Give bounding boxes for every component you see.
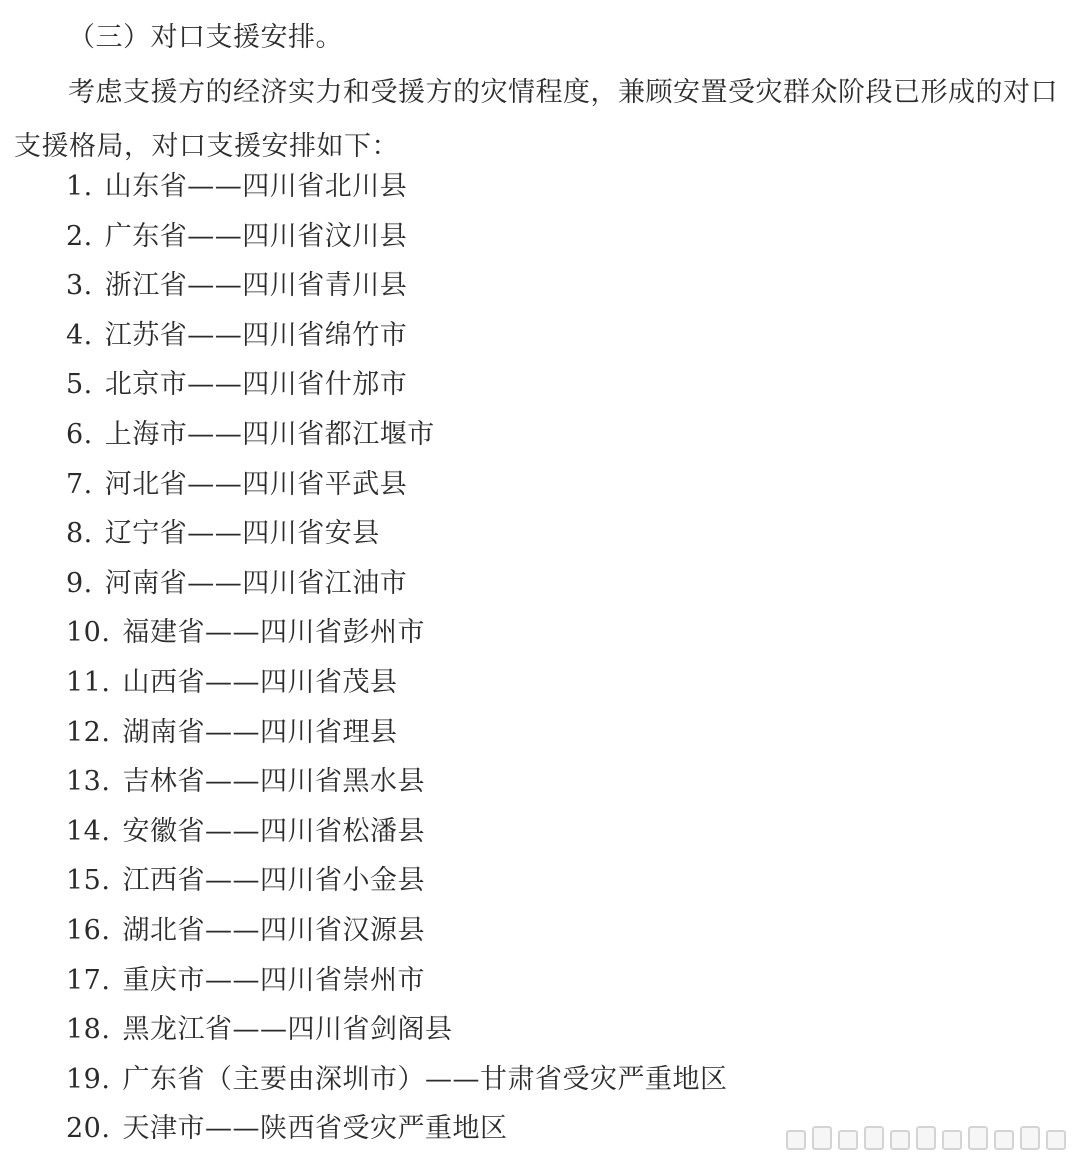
list-item-text: 广东省——四川省汶川县 — [104, 220, 408, 252]
list-item — [66, 1104, 727, 1154]
list-item-text: 河北省——四川省平武县 — [104, 468, 408, 500]
list-item — [66, 261, 727, 311]
list-item-number: 12. — [66, 716, 111, 748]
list-item — [66, 658, 727, 708]
list-item — [66, 360, 727, 410]
watermark-square-icon — [838, 1130, 858, 1150]
list-item — [66, 608, 727, 658]
list-item — [66, 460, 727, 510]
list-item-number: 1. — [66, 171, 93, 202]
list-item-text: 安徽省——四川省松潘县 — [122, 815, 425, 847]
list-item-text: 江西省——四川省小金县 — [122, 865, 425, 897]
watermark-square-icon — [786, 1130, 806, 1150]
list-item-text: 浙江省——四川省青川县 — [104, 270, 408, 302]
list-item-text: 上海市——四川省都江堰市 — [104, 418, 435, 450]
list-item-text: 黑龙江省——四川省剑阁县 — [122, 1014, 453, 1046]
list-item — [66, 906, 727, 956]
list-item-text: 福建省——四川省彭州市 — [122, 617, 425, 649]
list-item-text: 广东省（主要由深圳市）——甘肃省受灾严重地区 — [122, 1063, 728, 1095]
list-item-number: 20. — [66, 1113, 111, 1145]
list-item-number: 19. — [66, 1063, 111, 1095]
watermark-square-icon — [916, 1126, 936, 1150]
list-item-text: 湖北省——四川省汉源县 — [122, 914, 425, 946]
watermark-square-icon — [942, 1130, 962, 1150]
list-item-text: 北京市——四川省什邡市 — [104, 369, 408, 401]
list-item-text: 天津市——陕西省受灾严重地区 — [122, 1113, 508, 1145]
watermark-square-icon — [864, 1126, 884, 1150]
list-item-text: 山西省——四川省茂县 — [122, 666, 398, 698]
watermark-square-icon — [1046, 1130, 1066, 1150]
list-item-number: 3. — [66, 270, 93, 302]
watermark-square-icon — [994, 1130, 1014, 1150]
list-item-text: 重庆市——四川省崇州市 — [122, 964, 425, 996]
list-item-number: 13. — [66, 766, 111, 798]
list-item-number: 7. — [66, 468, 93, 500]
list-item — [66, 856, 727, 906]
list-item — [66, 956, 727, 1006]
list-item-number: 4. — [66, 319, 93, 351]
list-item — [66, 509, 727, 559]
list-item-number: 10. — [66, 617, 111, 649]
list-item — [66, 807, 727, 857]
list-item-number: 6. — [66, 418, 93, 450]
list-item — [66, 757, 727, 807]
list-item — [66, 311, 727, 361]
list-item-number: 14. — [66, 815, 111, 847]
list-item — [66, 162, 727, 212]
list-item-number: 9. — [66, 567, 93, 599]
list-item — [66, 410, 727, 460]
list-item-text: 河南省——四川省江油市 — [104, 567, 408, 599]
list-item-number: 17. — [66, 964, 111, 996]
list-item-number: 18. — [66, 1014, 111, 1046]
list-item-number: 5. — [66, 369, 93, 401]
watermark-square-icon — [812, 1126, 832, 1150]
watermark-square-icon — [1020, 1126, 1040, 1150]
list-item-text: 江苏省——四川省绵竹市 — [104, 319, 408, 351]
list-item-number: 15. — [66, 865, 111, 897]
list-item-number: 16. — [66, 914, 111, 946]
watermark-square-icon — [890, 1130, 910, 1150]
list-item-number: 8. — [66, 518, 93, 550]
list-item-number: 11. — [66, 666, 111, 698]
list-item — [66, 212, 727, 262]
list-item — [66, 1005, 727, 1055]
list-item — [66, 708, 727, 758]
list-item-text: 吉林省——四川省黑水县 — [122, 766, 425, 798]
list-item-text: 辽宁省——四川省安县 — [104, 518, 380, 550]
list-item — [66, 1055, 727, 1105]
watermark-icon — [786, 1126, 1066, 1150]
list-item — [66, 559, 727, 609]
watermark-square-icon — [968, 1126, 988, 1150]
assignment-list — [66, 162, 727, 1154]
list-item-text: 湖南省——四川省理县 — [122, 716, 398, 748]
list-item-text: 山东省——四川省北川县 — [104, 171, 408, 202]
intro-paragraph: 考虑支援方的经济实力和受援方的灾情程度，兼顾安置受灾群众阶段已形成的对口支援格局，对口支援安排如下： — [14, 77, 1058, 162]
section-heading: （三）对口支援安排。 — [68, 22, 343, 53]
list-item-number: 2. — [66, 220, 93, 252]
